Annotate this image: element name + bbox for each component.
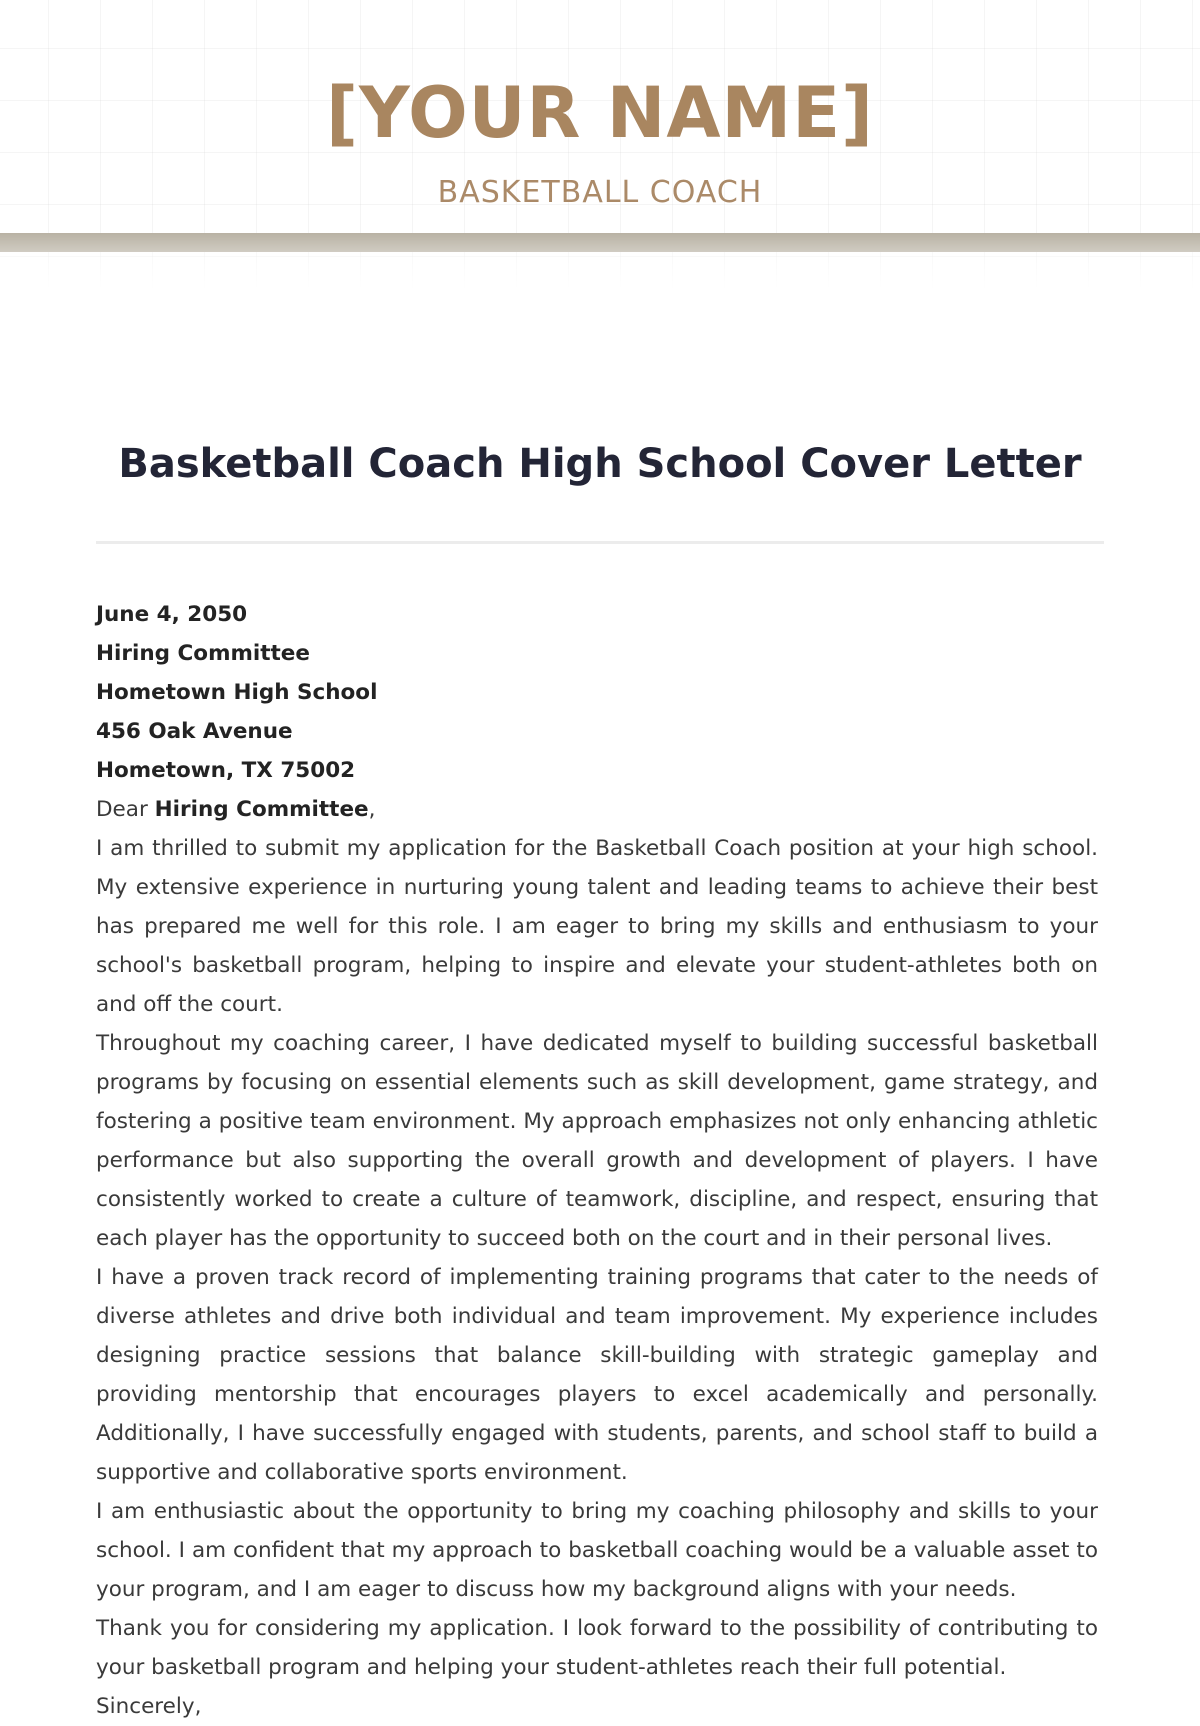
recipient-city: Hometown, TX 75002 <box>96 758 356 783</box>
recipient-school: Hometown High School <box>96 680 378 705</box>
recipient-street: 456 Oak Avenue <box>96 719 293 744</box>
letter-closing: Sincerely, <box>96 1694 202 1719</box>
recipient-name: Hiring Committee <box>96 641 310 666</box>
document-title: Basketball Coach High School Cover Letter <box>118 441 1082 487</box>
letterhead <box>0 0 1200 290</box>
paragraph-coaching-career: Throughout my coaching career, I have dedicated myself to building successful basketball programs by focusing on essential elements such as skill development, game strategy, and fostering a positive team environment. My approach emphasizes not only enhancing athletic performance but also supporting the overall growth and development of players. I have consistently worked to create a culture of teamwork, discipline, and respect, ensuring that each player has the opportunity to succeed both on the court and in their personal lives. <box>96 1031 1098 1251</box>
applicant-role: BASKETBALL COACH <box>437 175 763 210</box>
salutation-prefix: Dear <box>96 797 148 822</box>
salutation-name: Hiring Committee <box>154 797 369 822</box>
paragraph-enthusiasm: I am enthusiastic about the opportunity to bring my coaching philosophy and skills to your school. I am confident that my approach to basketball coaching would be a valuable asset to your program, and I am eager to discuss how my background aligns with your needs. <box>96 1499 1098 1602</box>
title-divider <box>96 541 1104 544</box>
salutation <box>96 790 1098 829</box>
paragraph-introduction: I am thrilled to submit my application for the Basketball Coach position at your high school. My extensive experience in nurturing young talent and leading teams to achieve their best has prepared me well for this role. I am eager to bring my skills and enthusiasm to your school's basketball program, helping to inspire and elevate your student-athletes both on and off the court. <box>96 836 1098 1017</box>
header-grid-fade <box>0 230 1200 290</box>
paragraph-thanks: Thank you for considering my application. I look forward to the possibility of contributing to your basketball program and helping your student-athletes reach their full potential. <box>96 1616 1098 1680</box>
paragraph-track-record: I have a proven track record of implementing training programs that cater to the needs of diverse athletes and drive both individual and team improvement. My experience includes designing practice sessions that balance skill-building with strategic gameplay and providing mentorship that encourages players to excel academically and personally. Additionally, I have successfully engaged with students, parents, and school staff to build a supportive and collaborative sports environment. <box>96 1265 1098 1485</box>
letter-date: June 4, 2050 <box>96 602 248 627</box>
salutation-suffix: , <box>368 797 376 822</box>
letter-body <box>96 595 1098 1726</box>
applicant-name: [YOUR NAME] <box>325 72 875 154</box>
